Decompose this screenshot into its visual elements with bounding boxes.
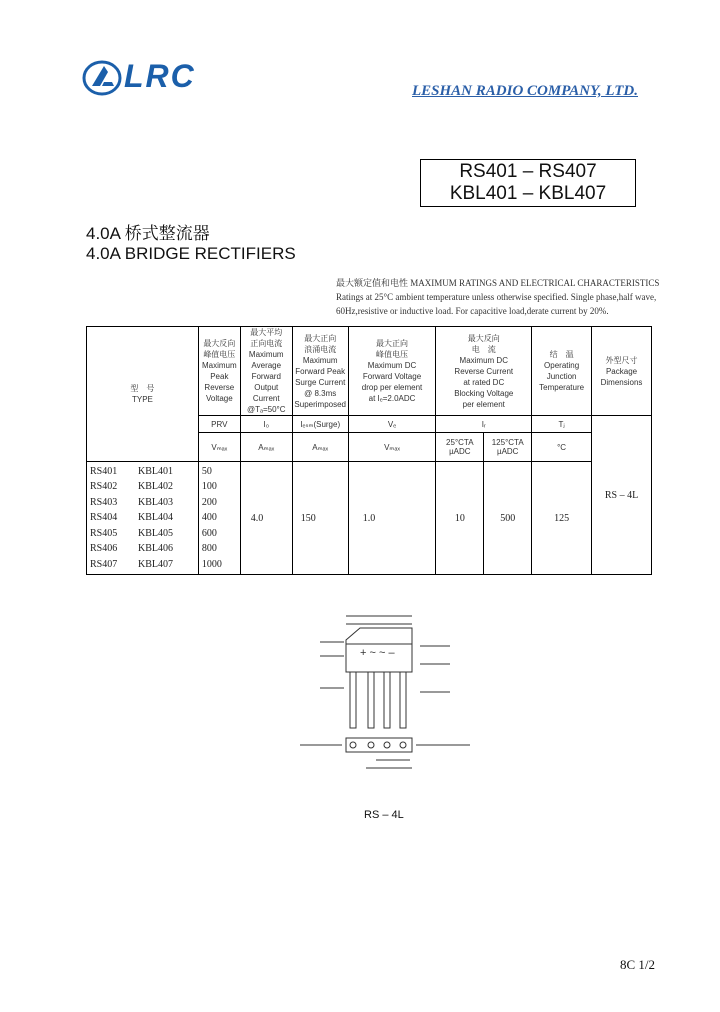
value-vf: 1.0	[348, 462, 436, 575]
symbol-vf: Vₑ	[348, 416, 436, 433]
symbol-ir: Iᵣ	[436, 416, 532, 433]
header-tj: 结 温 Operating Junction Temperature	[532, 327, 592, 416]
drawing-caption: RS – 4L	[364, 809, 404, 821]
prv-value: 100	[201, 481, 217, 493]
company-name: LESHAN RADIO COMPANY, LTD.	[412, 83, 639, 99]
model-kbl: KBL403	[138, 496, 173, 508]
value-io: 4.0	[240, 462, 292, 575]
unit-vf: Vₘₐₓ	[348, 433, 436, 462]
model-rs: RS405	[90, 527, 118, 539]
prv-value: 400	[201, 512, 217, 524]
ratings-note-line: 60Hz,resistive or inductive load. For capacitive load,derate current by 20%.	[336, 306, 609, 316]
symbol-ifsm: Iₑₛₘ(Surge)	[292, 416, 348, 433]
unit-ifsm: Aₘₐₓ	[292, 433, 348, 462]
page-number: 8C 1/2	[620, 957, 656, 972]
header-ifsm: 最大正向 浪涌电流 Maximum Forward Peak Surge Current @ 8.3ms Superimposed	[292, 327, 348, 416]
value-ir125: 500	[484, 462, 532, 575]
unit-ir125: 125°CTA µADC	[484, 433, 532, 462]
ratings-note-line: Ratings at 25°C ambient temperature unless otherwise specified. Single phase,half wave,	[336, 292, 657, 302]
model-rs: RS407	[90, 558, 118, 570]
value-tj: 125	[532, 462, 592, 575]
unit-prv: Vₘₐₓ	[198, 433, 240, 462]
title-english: 4.0A BRIDGE RECTIFIERS	[86, 244, 296, 263]
title-chinese: 4.0A 桥式整流器	[86, 224, 210, 243]
ratings-note-line: 最大额定值和电性 MAXIMUM RATINGS AND ELECTRICAL CHARACTERISTICS	[336, 278, 660, 288]
model-kbl: KBL404	[138, 512, 173, 524]
model-kbl: KBL401	[138, 465, 173, 477]
part-number-box	[420, 159, 636, 207]
prv-value: 800	[201, 543, 217, 555]
header-ir: 最大反向 电 流 Maximum DC Reverse Current at rated DC Blocking Voltage per element	[436, 327, 532, 416]
model-kbl: KBL407	[138, 558, 173, 570]
symbol-io: I₀	[240, 416, 292, 433]
symbol-prv: PRV	[198, 416, 240, 433]
part-number-kbl: KBL401 – KBL407	[449, 183, 607, 204]
rs-model-column	[87, 464, 138, 573]
unit-ir25: 25°CTA µADC	[436, 433, 484, 462]
value-pkg: RS – 4L	[592, 416, 652, 575]
value-ifsm: 150	[292, 462, 348, 575]
part-number-rs: RS401 – RS407	[459, 161, 597, 182]
header-io: 最大平均 正向电流 Maximum Average Forward Output Current @Tₐ=50°C	[240, 327, 292, 416]
header-type: 型 号 TYPE	[87, 327, 199, 462]
model-rs: RS406	[90, 543, 118, 555]
prv-value-list	[198, 462, 240, 575]
prv-value: 1000	[201, 558, 222, 570]
value-ir25: 10	[436, 462, 484, 575]
logo-emblem-icon	[82, 58, 126, 98]
model-rs: RS401	[90, 465, 118, 477]
model-kbl: KBL406	[138, 543, 173, 555]
unit-io: Aₘₐₓ	[240, 433, 292, 462]
model-rs: RS403	[90, 496, 118, 508]
prv-value: 50	[201, 465, 212, 477]
unit-tj: °C	[532, 433, 592, 462]
symbol-tj: Tⱼ	[532, 416, 592, 433]
package-drawing	[280, 600, 480, 780]
model-rs: RS402	[90, 481, 118, 493]
model-kbl: KBL405	[138, 527, 173, 539]
ratings-note	[336, 276, 660, 318]
kbl-model-column	[138, 464, 173, 573]
prv-value: 600	[201, 527, 217, 539]
package-outline-icon	[280, 600, 480, 780]
header-pkg: 外型尺寸 Package Dimensions	[592, 327, 652, 416]
model-rs: RS404	[90, 512, 118, 524]
logo-text: LRC	[124, 58, 196, 94]
header-vf: 最大正向 峰值电压 Maximum DC Forward Voltage drop per element at Iₑ=2.0ADC	[348, 327, 436, 416]
prv-value: 200	[201, 496, 217, 508]
header-prv: 最大反向 峰值电压 Maximum Peak Reverse Voltage	[198, 327, 240, 416]
model-list	[87, 462, 199, 575]
model-kbl: KBL402	[138, 481, 173, 493]
svg-text:+ ~ ~ –: + ~ ~ –	[360, 647, 395, 659]
spec-table	[86, 326, 652, 575]
